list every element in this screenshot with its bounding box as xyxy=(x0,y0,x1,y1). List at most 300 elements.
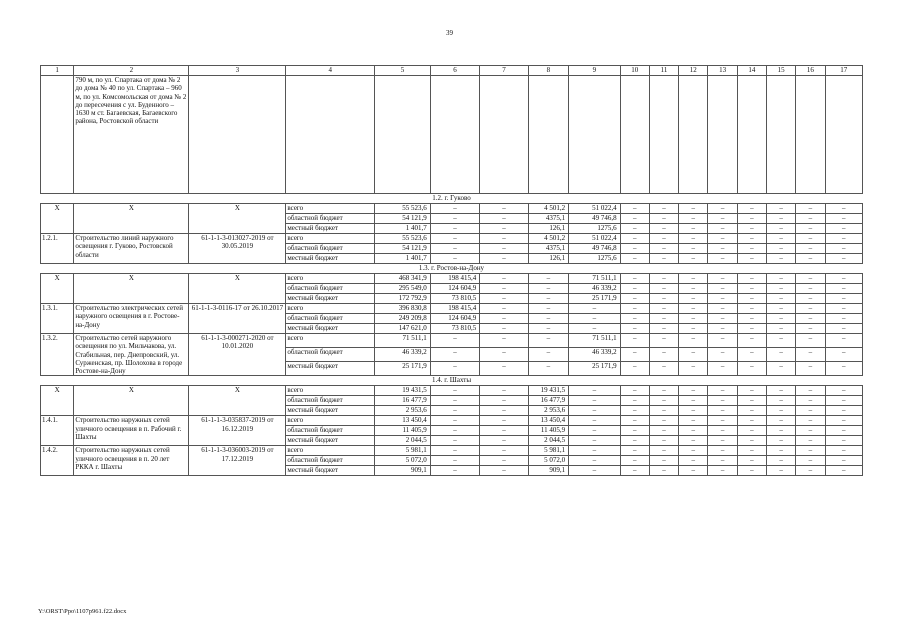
dash-cell: – xyxy=(737,386,766,396)
dash-cell: – xyxy=(679,234,708,244)
table-cell xyxy=(825,76,862,194)
dash-cell: – xyxy=(825,214,862,224)
value-cell: – xyxy=(480,396,528,406)
table-cell xyxy=(708,76,737,194)
dash-cell: – xyxy=(796,244,825,254)
value-cell: – xyxy=(480,224,528,234)
value-cell: 295 549,0 xyxy=(375,284,431,294)
column-number-cell: 8 xyxy=(528,66,568,76)
dash-cell: – xyxy=(620,466,649,476)
value-cell: 46 339,2 xyxy=(569,284,621,294)
value-cell: – xyxy=(569,416,621,426)
budget-label: местный бюджет xyxy=(286,406,375,416)
dash-cell: – xyxy=(766,466,795,476)
dash-cell: – xyxy=(796,386,825,396)
summary-row xyxy=(41,274,863,284)
dash-cell: – xyxy=(649,348,678,362)
dash-cell: – xyxy=(620,396,649,406)
dash-cell: – xyxy=(796,234,825,244)
column-number-cell: 6 xyxy=(430,66,479,76)
dash-cell: – xyxy=(649,274,678,284)
item-number: 1.4.2. xyxy=(41,446,74,476)
value-cell: – xyxy=(528,284,568,294)
value-cell: 49 746,8 xyxy=(569,244,621,254)
summary-row xyxy=(41,204,863,214)
budget-label: областной бюджет xyxy=(286,314,375,324)
dash-cell: – xyxy=(708,456,737,466)
dash-cell: – xyxy=(620,284,649,294)
x-mark: X xyxy=(74,386,189,416)
item-registration-code: 61-1-1-3-0116-17 от 26.10.2017 xyxy=(189,304,286,334)
value-cell: – xyxy=(480,466,528,476)
value-cell: – xyxy=(430,436,479,446)
dash-cell: – xyxy=(649,456,678,466)
dash-cell: – xyxy=(766,446,795,456)
value-cell: – xyxy=(569,406,621,416)
dash-cell: – xyxy=(737,244,766,254)
dash-cell: – xyxy=(620,274,649,284)
table-cell xyxy=(569,76,621,194)
dash-cell: – xyxy=(796,324,825,334)
value-cell: 1275,6 xyxy=(569,224,621,234)
dash-cell: – xyxy=(825,274,862,284)
item-number: 1.3.1. xyxy=(41,304,74,334)
value-cell: – xyxy=(480,446,528,456)
dash-cell: – xyxy=(825,426,862,436)
value-cell: 5 072,0 xyxy=(528,456,568,466)
budget-label: всего xyxy=(286,274,375,284)
value-cell: 11 405,9 xyxy=(528,426,568,436)
dash-cell: – xyxy=(679,334,708,348)
dash-cell: – xyxy=(825,436,862,446)
dash-cell: – xyxy=(708,436,737,446)
column-number-cell: 14 xyxy=(737,66,766,76)
table-cell xyxy=(528,76,568,194)
dash-cell: – xyxy=(679,386,708,396)
dash-cell: – xyxy=(620,304,649,314)
dash-cell: – xyxy=(620,294,649,304)
table-cell xyxy=(620,76,649,194)
item-registration-code: 61-1-1-3-036003-2019 от 17.12.2019 xyxy=(189,446,286,476)
value-cell: 396 830,8 xyxy=(375,304,431,314)
dash-cell: – xyxy=(825,334,862,348)
dash-cell: – xyxy=(737,396,766,406)
value-cell: 126,1 xyxy=(528,254,568,264)
dash-cell: – xyxy=(737,446,766,456)
value-cell: 25 171,9 xyxy=(569,362,621,376)
x-mark: X xyxy=(189,386,286,416)
budget-label: местный бюджет xyxy=(286,224,375,234)
section-title: 1.4. г. Шахты xyxy=(41,376,863,386)
value-cell: 19 431,5 xyxy=(528,386,568,396)
value-cell: – xyxy=(480,362,528,376)
item-row xyxy=(41,446,863,456)
dash-cell: – xyxy=(679,456,708,466)
dash-cell: – xyxy=(825,446,862,456)
dash-cell: – xyxy=(796,204,825,214)
value-cell: 54 121,9 xyxy=(375,244,431,254)
budget-label: местный бюджет xyxy=(286,466,375,476)
value-cell: 46 339,2 xyxy=(569,348,621,362)
x-mark: X xyxy=(189,274,286,304)
dash-cell: – xyxy=(649,396,678,406)
value-cell: 468 341,9 xyxy=(375,274,431,284)
value-cell: – xyxy=(480,204,528,214)
table-cell xyxy=(286,76,375,194)
dash-cell: – xyxy=(649,386,678,396)
table-cell xyxy=(375,76,431,194)
column-number-row xyxy=(41,66,863,76)
dash-cell: – xyxy=(708,294,737,304)
dash-cell: – xyxy=(825,466,862,476)
value-cell: 54 121,9 xyxy=(375,214,431,224)
dash-cell: – xyxy=(766,204,795,214)
value-cell: – xyxy=(528,334,568,348)
dash-cell: – xyxy=(796,436,825,446)
dash-cell: – xyxy=(679,466,708,476)
value-cell: – xyxy=(430,204,479,214)
value-cell: 25 171,9 xyxy=(375,362,431,376)
dash-cell: – xyxy=(679,348,708,362)
value-cell: – xyxy=(480,386,528,396)
value-cell: – xyxy=(430,426,479,436)
dash-cell: – xyxy=(620,324,649,334)
value-cell: 2 044,5 xyxy=(375,436,431,446)
dash-cell: – xyxy=(649,334,678,348)
column-number-cell: 13 xyxy=(708,66,737,76)
dash-cell: – xyxy=(649,234,678,244)
budget-label: местный бюджет xyxy=(286,436,375,446)
dash-cell: – xyxy=(825,304,862,314)
dash-cell: – xyxy=(825,254,862,264)
item-name: Строительство электрических сетей наружного освещения в г. Ростове-на-Дону xyxy=(74,304,189,334)
column-number-cell: 15 xyxy=(766,66,795,76)
dash-cell: – xyxy=(708,386,737,396)
dash-cell: – xyxy=(620,348,649,362)
dash-cell: – xyxy=(766,426,795,436)
dash-cell: – xyxy=(708,324,737,334)
dash-cell: – xyxy=(620,362,649,376)
value-cell: – xyxy=(480,244,528,254)
column-number-cell: 2 xyxy=(74,66,189,76)
item-registration-code: 61-1-1-3-000271-2020 от 10.01.2020 xyxy=(189,334,286,376)
value-cell: 4375,1 xyxy=(528,214,568,224)
table-cell xyxy=(480,76,528,194)
dash-cell: – xyxy=(708,426,737,436)
dash-cell: – xyxy=(737,204,766,214)
dash-cell: – xyxy=(708,274,737,284)
budget-table xyxy=(40,65,863,476)
column-number-cell: 10 xyxy=(620,66,649,76)
dash-cell: – xyxy=(766,224,795,234)
continuation-row xyxy=(41,76,863,194)
value-cell: 124 604,9 xyxy=(430,284,479,294)
table-cell xyxy=(737,76,766,194)
dash-cell: – xyxy=(737,314,766,324)
value-cell: – xyxy=(569,304,621,314)
value-cell: – xyxy=(480,456,528,466)
table-cell xyxy=(430,76,479,194)
value-cell: – xyxy=(430,456,479,466)
dash-cell: – xyxy=(649,284,678,294)
value-cell: 5 981,1 xyxy=(528,446,568,456)
value-cell: – xyxy=(430,406,479,416)
value-cell: – xyxy=(430,234,479,244)
dash-cell: – xyxy=(737,224,766,234)
value-cell: 71 511,1 xyxy=(569,334,621,348)
dash-cell: – xyxy=(679,406,708,416)
dash-cell: – xyxy=(825,244,862,254)
dash-cell: – xyxy=(649,446,678,456)
dash-cell: – xyxy=(620,224,649,234)
value-cell: 2 953,6 xyxy=(528,406,568,416)
item-row xyxy=(41,416,863,426)
budget-label: областной бюджет xyxy=(286,456,375,466)
value-cell: 4 501,2 xyxy=(528,234,568,244)
value-cell: – xyxy=(528,304,568,314)
value-cell: – xyxy=(430,362,479,376)
budget-label: всего xyxy=(286,304,375,314)
dash-cell: – xyxy=(825,314,862,324)
dash-cell: – xyxy=(737,436,766,446)
dash-cell: – xyxy=(708,446,737,456)
dash-cell: – xyxy=(649,436,678,446)
dash-cell: – xyxy=(679,362,708,376)
dash-cell: – xyxy=(766,284,795,294)
value-cell: 73 810,5 xyxy=(430,294,479,304)
value-cell: 49 746,8 xyxy=(569,214,621,224)
dash-cell: – xyxy=(708,314,737,324)
dash-cell: – xyxy=(649,294,678,304)
table-cell xyxy=(679,76,708,194)
dash-cell: – xyxy=(737,362,766,376)
dash-cell: – xyxy=(649,254,678,264)
table-cell xyxy=(189,76,286,194)
page-number: 39 xyxy=(446,29,453,37)
value-cell: – xyxy=(430,446,479,456)
value-cell: 249 209,8 xyxy=(375,314,431,324)
dash-cell: – xyxy=(679,324,708,334)
budget-label: местный бюджет xyxy=(286,294,375,304)
dash-cell: – xyxy=(796,446,825,456)
dash-cell: – xyxy=(708,234,737,244)
dash-cell: – xyxy=(796,284,825,294)
dash-cell: – xyxy=(708,334,737,348)
column-number-cell: 12 xyxy=(679,66,708,76)
value-cell: – xyxy=(480,274,528,284)
value-cell: – xyxy=(480,304,528,314)
dash-cell: – xyxy=(737,214,766,224)
dash-cell: – xyxy=(649,466,678,476)
dash-cell: – xyxy=(649,406,678,416)
dash-cell: – xyxy=(796,274,825,284)
dash-cell: – xyxy=(649,426,678,436)
dash-cell: – xyxy=(796,334,825,348)
dash-cell: – xyxy=(796,406,825,416)
dash-cell: – xyxy=(737,466,766,476)
value-cell: – xyxy=(569,446,621,456)
value-cell: – xyxy=(480,234,528,244)
x-mark: X xyxy=(189,204,286,234)
value-cell: – xyxy=(569,386,621,396)
dash-cell: – xyxy=(766,234,795,244)
continuation-text: 790 м, по ул. Спартака от дома № 2 до дома № 40 по ул. Спартака – 960 м, по ул. Комсомольская от дома № 2 до пересечения с ул. Буденного – 1630 м ст. Багаевская, Багаевского района, Ростовской области xyxy=(74,76,189,194)
dash-cell: – xyxy=(796,224,825,234)
dash-cell: – xyxy=(708,304,737,314)
dash-cell: – xyxy=(766,436,795,446)
value-cell: – xyxy=(528,362,568,376)
column-number-cell: 17 xyxy=(825,66,862,76)
value-cell: 1 401,7 xyxy=(375,254,431,264)
dash-cell: – xyxy=(737,426,766,436)
dash-cell: – xyxy=(620,334,649,348)
dash-cell: – xyxy=(679,244,708,254)
value-cell: 1 401,7 xyxy=(375,224,431,234)
dash-cell: – xyxy=(737,456,766,466)
dash-cell: – xyxy=(766,334,795,348)
value-cell: – xyxy=(480,348,528,362)
value-cell: 16 477,9 xyxy=(375,396,431,406)
item-registration-code: 61-1-1-3-013027-2019 от 30.05.2019 xyxy=(189,234,286,264)
dash-cell: – xyxy=(737,254,766,264)
dash-cell: – xyxy=(825,284,862,294)
section-title: 1.2. г. Гуково xyxy=(41,194,863,204)
value-cell: 126,1 xyxy=(528,224,568,234)
budget-label: всего xyxy=(286,446,375,456)
value-cell: 13 450,4 xyxy=(375,416,431,426)
item-name: Строительство наружных сетей уличного освещения в п. Рабочий г. Шахты xyxy=(74,416,189,446)
value-cell: 13 450,4 xyxy=(528,416,568,426)
value-cell: – xyxy=(480,254,528,264)
item-registration-code: 61-1-1-3-035837-2019 от 16.12.2019 xyxy=(189,416,286,446)
x-mark: X xyxy=(41,386,74,416)
value-cell: – xyxy=(480,334,528,348)
budget-label: всего xyxy=(286,204,375,214)
budget-label: всего xyxy=(286,234,375,244)
dash-cell: – xyxy=(825,348,862,362)
dash-cell: – xyxy=(679,254,708,264)
dash-cell: – xyxy=(708,214,737,224)
item-row xyxy=(41,304,863,314)
dash-cell: – xyxy=(679,284,708,294)
dash-cell: – xyxy=(766,274,795,284)
value-cell: – xyxy=(528,294,568,304)
dash-cell: – xyxy=(766,214,795,224)
budget-label: всего xyxy=(286,416,375,426)
dash-cell: – xyxy=(708,224,737,234)
budget-label: всего xyxy=(286,386,375,396)
value-cell: 11 405,9 xyxy=(375,426,431,436)
value-cell: – xyxy=(430,386,479,396)
value-cell: – xyxy=(430,416,479,426)
budget-label: всего xyxy=(286,334,375,348)
dash-cell: – xyxy=(679,304,708,314)
dash-cell: – xyxy=(649,224,678,234)
value-cell: 55 523,6 xyxy=(375,204,431,214)
budget-label: местный бюджет xyxy=(286,362,375,376)
dash-cell: – xyxy=(649,362,678,376)
dash-cell: – xyxy=(737,416,766,426)
item-number: 1.3.2. xyxy=(41,334,74,376)
summary-row xyxy=(41,386,863,396)
dash-cell: – xyxy=(679,416,708,426)
dash-cell: – xyxy=(825,386,862,396)
dash-cell: – xyxy=(708,254,737,264)
value-cell: – xyxy=(480,416,528,426)
value-cell: – xyxy=(480,314,528,324)
value-cell: 5 981,1 xyxy=(375,446,431,456)
item-name: Строительство линий наружного освещения г. Гуково, Ростовской области xyxy=(74,234,189,264)
dash-cell: – xyxy=(796,294,825,304)
value-cell: 51 022,4 xyxy=(569,234,621,244)
item-number: 1.2.1. xyxy=(41,234,74,264)
dash-cell: – xyxy=(766,314,795,324)
x-mark: X xyxy=(74,274,189,304)
value-cell: – xyxy=(480,406,528,416)
budget-label: местный бюджет xyxy=(286,254,375,264)
value-cell: 19 431,5 xyxy=(375,386,431,396)
column-number-cell: 11 xyxy=(649,66,678,76)
budget-label: областной бюджет xyxy=(286,396,375,406)
value-cell: 73 810,5 xyxy=(430,324,479,334)
dash-cell: – xyxy=(708,406,737,416)
dash-cell: – xyxy=(825,234,862,244)
dash-cell: – xyxy=(825,456,862,466)
value-cell: 909,1 xyxy=(528,466,568,476)
value-cell: 71 511,1 xyxy=(375,334,431,348)
dash-cell: – xyxy=(796,254,825,264)
dash-cell: – xyxy=(620,204,649,214)
value-cell: 198 415,4 xyxy=(430,274,479,284)
dash-cell: – xyxy=(737,304,766,314)
x-mark: X xyxy=(74,204,189,234)
value-cell: – xyxy=(480,426,528,436)
dash-cell: – xyxy=(620,446,649,456)
item-row xyxy=(41,334,863,348)
value-cell: 124 604,9 xyxy=(430,314,479,324)
value-cell: – xyxy=(430,254,479,264)
dash-cell: – xyxy=(708,466,737,476)
dash-cell: – xyxy=(737,234,766,244)
footer-file-path: Y:\ORST\Ppo\1107p961.f22.docx xyxy=(38,608,127,615)
value-cell: 51 022,4 xyxy=(569,204,621,214)
value-cell: – xyxy=(569,466,621,476)
value-cell: 71 511,1 xyxy=(569,274,621,284)
dash-cell: – xyxy=(708,362,737,376)
section-heading-row xyxy=(41,194,863,204)
dash-cell: – xyxy=(708,396,737,406)
item-row xyxy=(41,234,863,244)
dash-cell: – xyxy=(649,304,678,314)
value-cell: – xyxy=(569,324,621,334)
dash-cell: – xyxy=(825,224,862,234)
value-cell: – xyxy=(528,324,568,334)
value-cell: 25 171,9 xyxy=(569,294,621,304)
dash-cell: – xyxy=(620,214,649,224)
dash-cell: – xyxy=(766,254,795,264)
dash-cell: – xyxy=(737,334,766,348)
dash-cell: – xyxy=(825,324,862,334)
dash-cell: – xyxy=(649,324,678,334)
value-cell: – xyxy=(480,324,528,334)
value-cell: – xyxy=(528,274,568,284)
dash-cell: – xyxy=(708,204,737,214)
dash-cell: – xyxy=(766,348,795,362)
section-heading-row xyxy=(41,376,863,386)
dash-cell: – xyxy=(649,416,678,426)
value-cell: – xyxy=(480,214,528,224)
value-cell: – xyxy=(480,436,528,446)
